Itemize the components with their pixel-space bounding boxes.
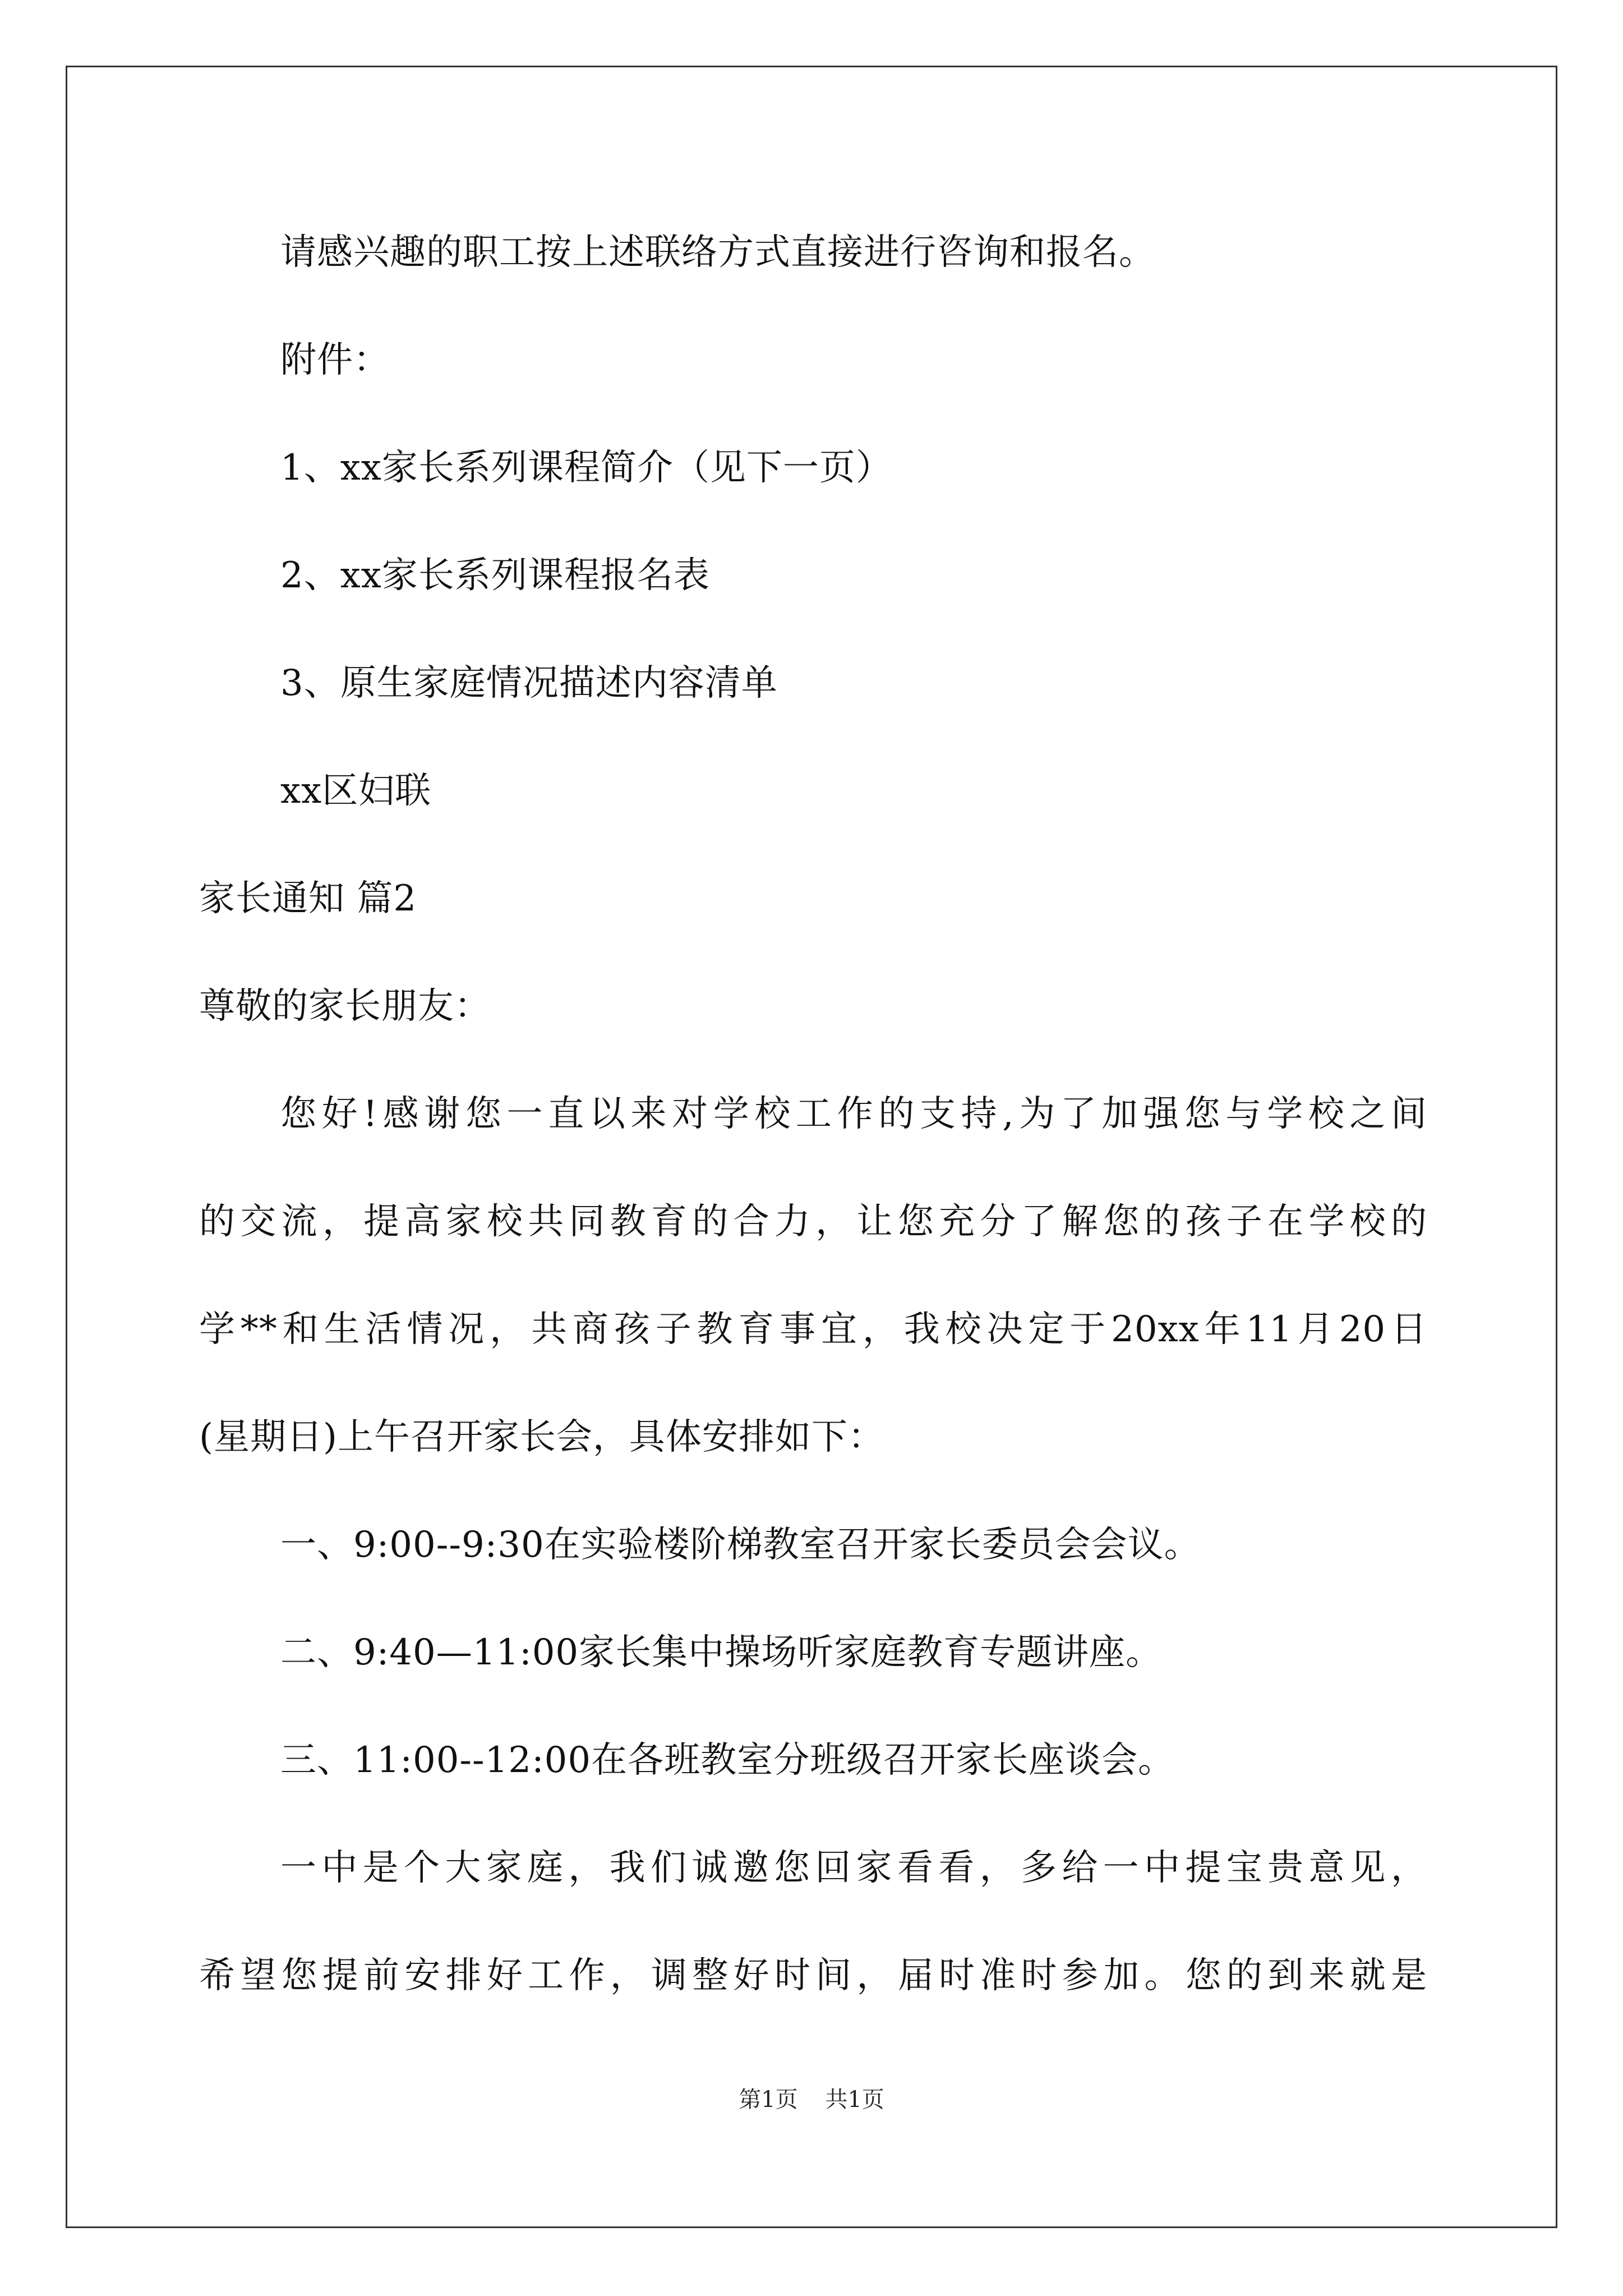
body-paragraph-line: 您好!感谢您一直以来对学校工作的支持,为了加强您与学校之间 xyxy=(280,1093,1427,1135)
salutation: 尊敬的家长朋友： xyxy=(199,986,491,1027)
page-number: 第1页 xyxy=(739,2087,798,2113)
page-total: 共1页 xyxy=(825,2087,884,2113)
closing-paragraph-line: 希望您提前安排好工作，调整好时间，届时准时参加。您的到来就是 xyxy=(199,1955,1427,1996)
schedule-item-1: 一、9:00--9:30在实验楼阶梯教室召开家长委员会会议。 xyxy=(280,1524,1201,1566)
attachment-item-1: 1、xx家长系列课程简介（见下一页） xyxy=(280,447,892,489)
page-border xyxy=(66,66,1557,2228)
closing-paragraph-line: 一中是个大家庭，我们诚邀您回家看看，多给一中提宝贵意见， xyxy=(280,1847,1427,1889)
schedule-item-2: 二、9:40—11:00家长集中操场听家庭教育专题讲座。 xyxy=(280,1632,1163,1673)
attachment-item-3: 3、原生家庭情况描述内容清单 xyxy=(280,662,778,704)
schedule-item-3: 三、11:00--12:00在各班教室分班级召开家长座谈会。 xyxy=(280,1740,1175,1781)
body-paragraph-line: 的交流，提高家校共同教育的合力，让您充分了解您的孩子在学校的 xyxy=(199,1201,1427,1243)
attachments-heading: 附件： xyxy=(280,339,390,381)
body-paragraph-line: 学**和生活情况，共商孩子教育事宜，我校决定于20xx年11月20日 xyxy=(199,1309,1427,1350)
paragraph-line-inquiry: 请感兴趣的职工按上述联络方式直接进行咨询和报名。 xyxy=(280,232,1155,273)
signature-organization: xx区妇联 xyxy=(280,770,432,812)
attachment-item-2: 2、xx家长系列课程报名表 xyxy=(280,555,710,596)
section-title: 家长通知 篇2 xyxy=(199,878,417,919)
body-paragraph-line: (星期日)上午召开家长会，具体安排如下： xyxy=(199,1416,884,1458)
page-footer xyxy=(0,2086,1623,2114)
